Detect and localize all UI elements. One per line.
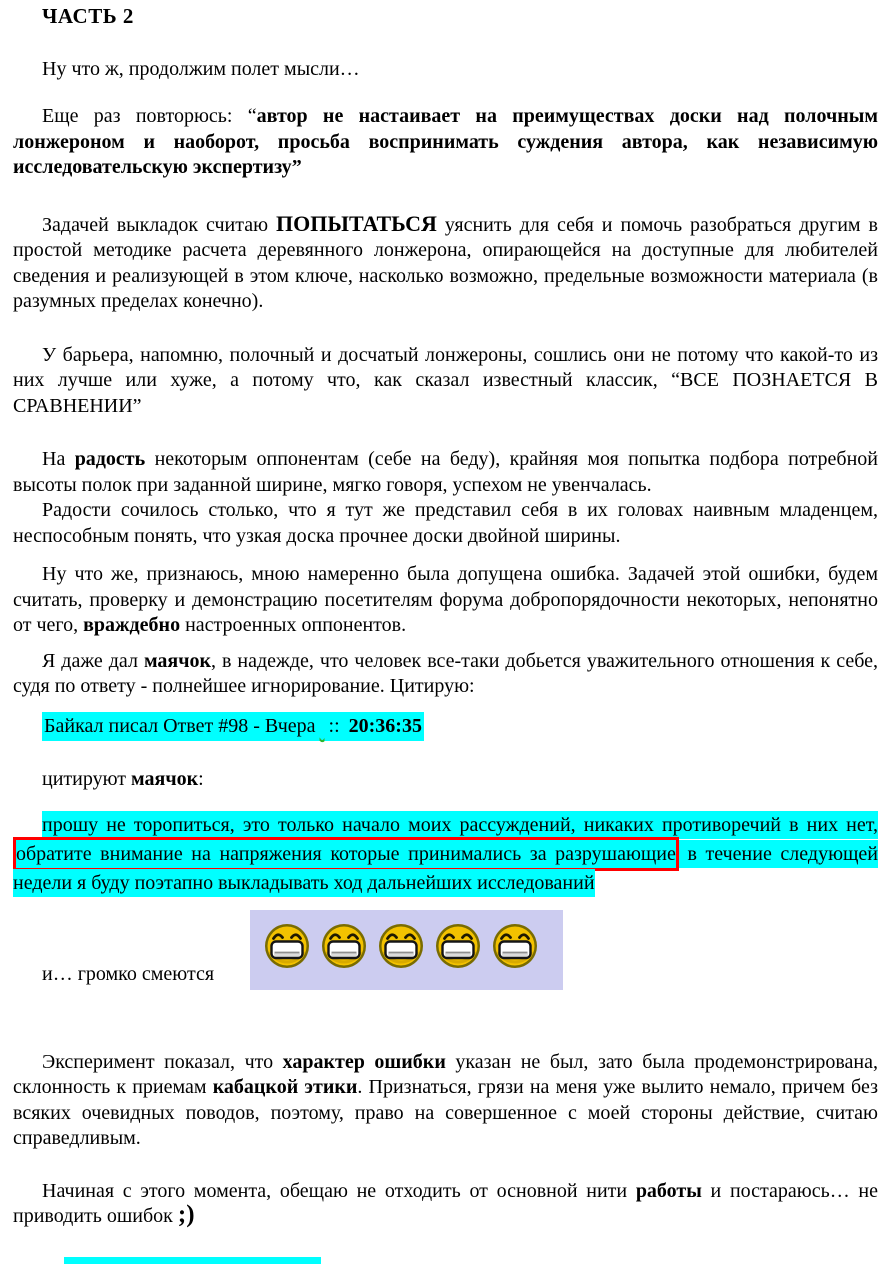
text-run: прошу не торопиться, это только начало моих рассуждений, никаких противоречий в них нет, — [42, 811, 878, 839]
p-cite-beacon — [13, 767, 878, 793]
text-run: ПОПЫТАТЬСЯ — [276, 210, 437, 236]
quote-block — [13, 811, 878, 898]
text-run: уяснить для себя и помочь разобраться другим в простой методике расчета деревянного лонжерона, опирающейся на доступные для любителей сведения и реализующей в этом ключе, насколько возможно, предельные возможности материала (в разумных пределах конечно). — [13, 213, 878, 312]
laughing-smiley-icon — [492, 923, 538, 969]
text-run: кабацкой этики — [212, 1076, 358, 1098]
part-title — [13, 4, 878, 30]
text-run: настроенных оппонентов. — [180, 614, 407, 636]
laughing-smiley-icon — [378, 923, 424, 969]
text-run: радость — [74, 448, 146, 470]
text-run: Задачей выкладок считаю — [42, 213, 277, 236]
text-run: обратите внимание на напряжения которые принимались за разрушающие — [13, 837, 679, 871]
text-run: ЧАСТЬ 2 — [42, 4, 134, 28]
p-barrier — [13, 343, 878, 420]
text-run: На — [42, 448, 75, 470]
text-run: У барьера, напомню, полочный и досчатый лонжероны, сошлись они не потому что какой-то из них лучше или хуже, а потому что, как сказал известный классик, “ВСЕ ПОЗНАЕТСЯ В СРАВНЕНИИ” — [13, 343, 878, 417]
p-flight — [13, 57, 878, 83]
text-run: работы — [635, 1179, 702, 1202]
text-run: маячок — [131, 768, 199, 790]
text-run: и постараюсь… не приводить ошибок — [13, 1179, 879, 1227]
text-run: Начиная с этого момента, обещаю не отходить от основной нити — [42, 1179, 636, 1202]
text-run: Байкал писал Ответ #98 - Вчера — [42, 712, 318, 741]
text-run: Эксперимент показал, что — [42, 1050, 283, 1073]
text-run: указан не был, зато была продемонстрирована, склонность к приемам — [13, 1050, 878, 1098]
text-run: Еще раз повторюсь: “ — [42, 105, 257, 127]
text-run: цитируют — [42, 768, 132, 790]
text-run: ;) — [177, 1201, 195, 1228]
laughing-smiley-icon — [321, 923, 367, 969]
text-run: Ну что же, признаюсь, мною намеренно была допущена ошибка. Задачей этой ошибки, будем считать, проверку и демонстрацию посетителям форума добропорядочности некоторых, непонятно от чего, — [13, 563, 878, 636]
laughing-smiley-icon — [435, 923, 481, 969]
laughing-smiley-icon — [264, 923, 310, 969]
text-run: , в надежде, что человек все-таки добьется уважительного отношения к себе, судя по ответу - полнейшее игнорирование. Цитирую: — [13, 649, 878, 697]
p-repeat — [13, 104, 878, 181]
p-joy2 — [13, 498, 878, 549]
text-run: автор не настаивает на преимуществах доски над полочным лонжероном и наоборот, просьба воспринимать суждения автора, как независимую исследовательскую экспертизу — [13, 105, 878, 178]
text-run: некоторым оппонентам (себе на беду), крайняя моя попытка подбора потребной высоты полок при заданной ширине, мягко говоря, успехом не увенчалась. — [13, 448, 878, 496]
smiley-panel — [250, 910, 563, 990]
p-final — [13, 1179, 878, 1230]
text-run: Я даже дал — [42, 649, 144, 672]
text-run: характер ошибки — [282, 1050, 446, 1073]
text-run: маячок — [143, 649, 212, 672]
text-run: . Признаться, грязи на меня уже вылито немало, причем без всяких очевидных поводов, поэтому, право на совершенное с моей стороны действие, считаю справедливым. — [13, 1076, 878, 1149]
text-run — [318, 712, 327, 741]
text-run: ” — [291, 156, 302, 178]
text-run: : — [198, 768, 204, 790]
p-joy — [13, 447, 878, 498]
smiley-row — [13, 910, 878, 990]
p-mistake — [13, 562, 878, 639]
smiley-caption: и… громко смеются — [42, 963, 215, 985]
text-run: Ну что ж, продолжим полет мысли… — [42, 57, 360, 80]
p-experiment — [13, 1050, 878, 1152]
p-beacon — [13, 649, 878, 700]
text-run: враждебно — [83, 614, 181, 636]
text-run: :: — [327, 712, 347, 741]
text-run: в течение следующей недели я буду поэтапно выкладывать ход дальнейших исследований — [13, 840, 878, 897]
cutoff-highlight-strip — [64, 1257, 321, 1264]
p-task — [13, 211, 878, 315]
text-run: Радости сочилось столько, что я тут же представил себя в их головах наивным младенцем, неспособным понять, что узкая доска прочнее доски двойной ширины. — [13, 499, 878, 547]
text-run: 20:36:35 — [347, 712, 424, 741]
quote-header — [13, 714, 878, 740]
